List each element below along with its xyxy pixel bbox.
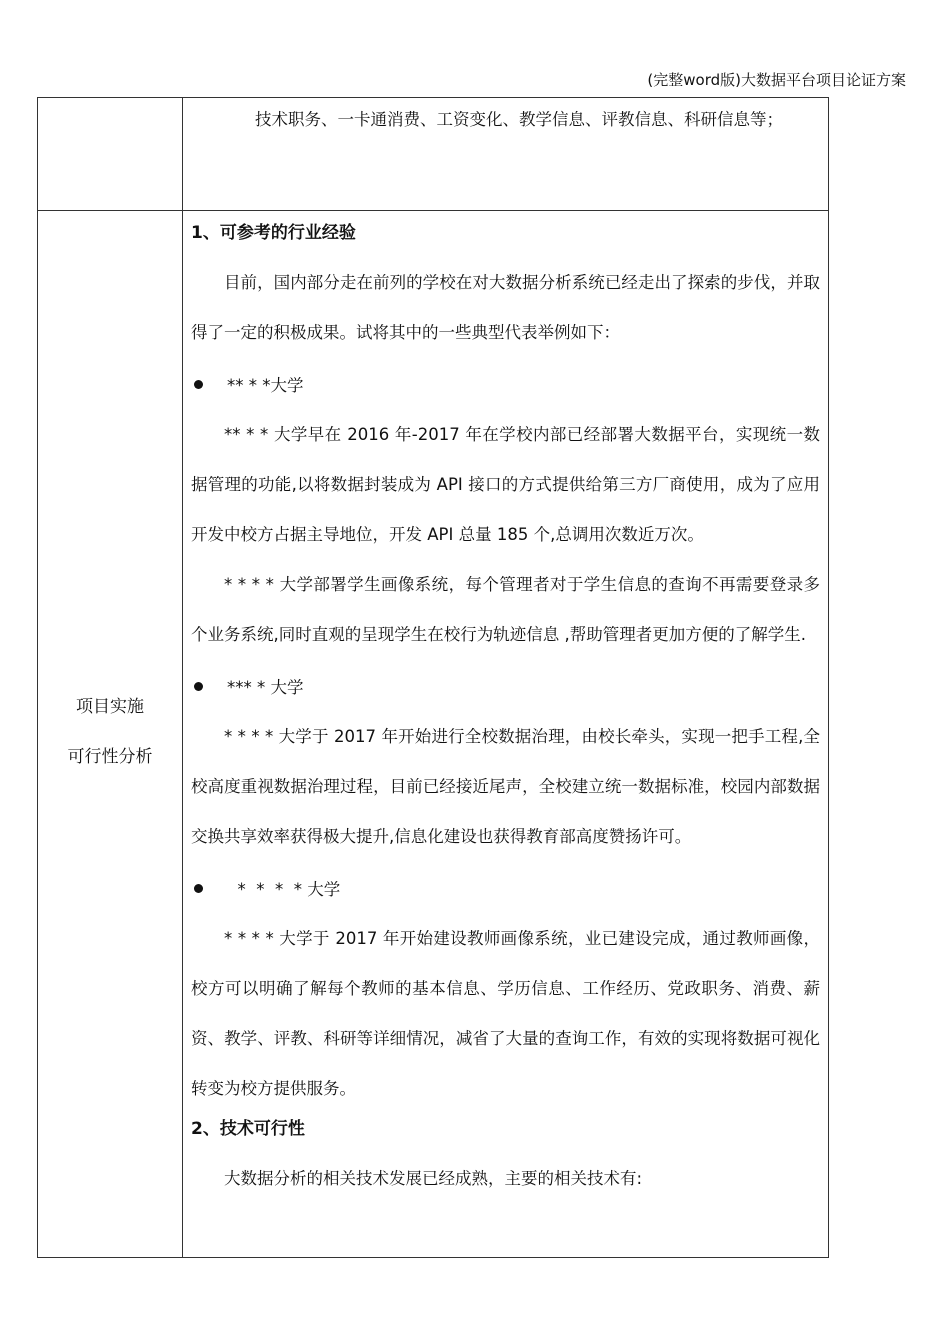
document-header-title: (完整word版)大数据平台项目论证方案 bbox=[647, 71, 906, 89]
table-cell-continuation bbox=[183, 98, 829, 211]
table-cell-content bbox=[183, 211, 829, 1258]
table-row bbox=[38, 211, 829, 1258]
section-heading-technical: 2、技术可行性 bbox=[191, 1119, 305, 1139]
content-table bbox=[37, 97, 829, 1258]
section-heading-experience: 1、可参考的行业经验 bbox=[191, 223, 356, 243]
case-paragraph: ** * * 大学早在 2016 年-2017 年在学校内部已经部署大数据平台，实现统一数据管理的功能,以将数据封装成为 API 接口的方式提供给第三方厂商使用，成为了应用开发中校方占据主导地位，开发 API 总量 185 个,总调用次数近万次。 bbox=[191, 425, 820, 544]
case-paragraph: * * * * 大学于 2017 年开始进行全校数据治理，由校长牵头，实现一把手工程,全校高度重视数据治理过程，目前已经接近尾声，全校建立统一数据标准，校园内部数据交换共享效率获得极大提升,信息化建设也获得教育部高度赞扬许可。 bbox=[191, 727, 820, 846]
bullet-item bbox=[191, 662, 820, 710]
intro-paragraph: 目前，国内部分走在前列的学校在对大数据分析系统已经走出了探索的步伐，并取得了一定的积极成果。试将其中的一些典型代表举例如下： bbox=[191, 273, 820, 342]
bullet-title: * * * * 大学 bbox=[227, 880, 341, 899]
continuation-text: 技术职务、一卡通消费、工资变化、教学信息、评教信息、科研信息等； bbox=[255, 110, 783, 129]
row-label-line2: 可行性分析 bbox=[67, 747, 153, 767]
case-paragraph: * * * * 大学部署学生画像系统，每个管理者对于学生信息的查询不再需要登录多个业务系统,同时直观的呈现学生在校行为轨迹信息 ,帮助管理者更加方便的了解学生. bbox=[191, 575, 820, 644]
bullet-title: *** * 大学 bbox=[227, 678, 304, 697]
bullet-item bbox=[191, 864, 820, 912]
row-label-line1: 项目实施 bbox=[76, 697, 144, 717]
bullet-item bbox=[191, 360, 820, 408]
bullet-title: ** * *大学 bbox=[227, 376, 304, 395]
table-row bbox=[38, 98, 829, 211]
table-cell-left-empty bbox=[38, 98, 183, 211]
case-paragraph: * * * * 大学于 2017 年开始建设教师画像系统，业已建设完成，通过教师画像，校方可以明确了解每个教师的基本信息、学历信息、工作经历、党政职务、消费、薪资、教学、评教、科研等详细情况，减省了大量的查询工作，有效的实现将数据可视化转变为校方提供服务。 bbox=[191, 929, 820, 1098]
bullet-dot-icon bbox=[194, 682, 203, 691]
bullet-dot-icon bbox=[194, 884, 203, 893]
technical-intro-paragraph: 大数据分析的相关技术发展已经成熟，主要的相关技术有: bbox=[224, 1169, 643, 1188]
bullet-dot-icon bbox=[194, 380, 203, 389]
table-cell-label bbox=[38, 211, 183, 1258]
